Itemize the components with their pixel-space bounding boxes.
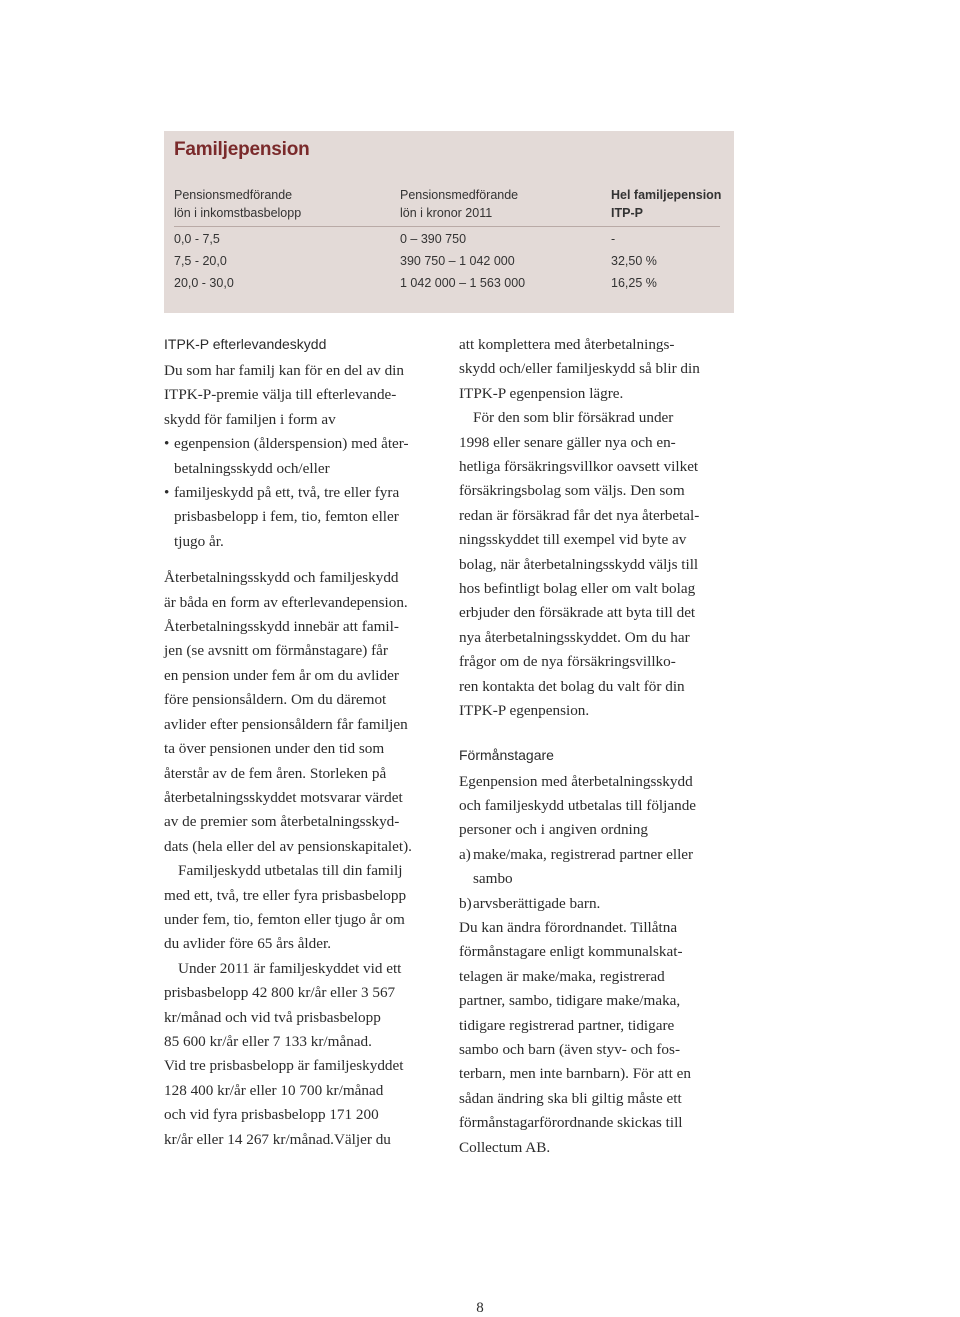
text-line: tidigare registrerad partner, tidigare [459, 1016, 675, 1034]
text-line: ITPK-P egenpension. [459, 702, 590, 720]
header-line: lön i inkomstbasbelopp [174, 206, 302, 220]
text-line: tjugo år. [174, 532, 224, 550]
text-line: ITPK-P-premie välja till efterlevande- [164, 386, 397, 404]
text-line: arvsberättigade barn. [473, 894, 601, 912]
header-line: Pensionsmedförande [400, 188, 519, 202]
list-item [459, 892, 739, 916]
bullet-item [164, 432, 440, 481]
text-line: att komplettera med återbetalnings- [459, 336, 675, 353]
table-header-salary-basamount [174, 186, 301, 222]
text-line: är båda en form av efterlevandepension. [164, 593, 408, 611]
text-line: och familjeskydd utbetalas till följande [459, 796, 697, 814]
text-line: terbarn, men inte barnbarn). För att en [459, 1065, 691, 1083]
right-column [459, 333, 739, 1160]
text-line: avlider efter pensionsåldern får familjen [164, 715, 408, 733]
text-line: erbjuder den försäkrade att byta till det [459, 604, 696, 622]
header-line: lön i kronor 2011 [400, 206, 493, 220]
paragraph-amounts-2011 [164, 957, 440, 1152]
table-row [164, 254, 734, 276]
text-line: kr/år eller 14 267 kr/månad.Väljer du [164, 1130, 391, 1148]
text-line: familjeskydd på ett, två, tre eller fyra [174, 484, 400, 502]
text-line: du avlider före 65 års ålder. [164, 935, 331, 953]
text-line: dats (hela eller del av pensionskapitalet). [164, 837, 412, 855]
table-title: Familjepension [174, 139, 310, 160]
text-line: egenpension (ålderspension) med åter- [174, 435, 409, 453]
pension-table-box [164, 131, 734, 313]
bullet-item [164, 481, 440, 554]
paragraph-continuation [459, 333, 739, 406]
text-line: telagen är make/maka, registrerad [459, 967, 665, 985]
text-line: Egenpension med återbetalningsskydd [459, 772, 693, 790]
text-line: ren kontakta det bolag du valt för din [459, 677, 685, 695]
table-row [164, 276, 734, 298]
text-line: ningsskyddet till exempel vid byte av [459, 531, 687, 549]
text-line: 1998 eller senare gäller nya och en- [459, 433, 676, 451]
text-line: Du som har familj kan för en del av din [164, 362, 404, 379]
text-line: Under 2011 är familjeskyddet vid ett [178, 959, 402, 977]
table-cell: 7,5 - 20,0 [174, 254, 227, 268]
text-line: betalningsskydd och/eller [174, 459, 330, 477]
text-line: återstår av de fem åren. Storleken på [164, 764, 387, 782]
paragraph-change-beneficiary [459, 916, 739, 1160]
text-line: personer och i angiven ordning [459, 821, 648, 839]
text-line: För den som blir försäkrad under [473, 409, 674, 427]
text-line: förmånstagarförordnande skickas till [459, 1114, 683, 1132]
text-line: återbetalningsskyddet motsvarar värdet [164, 788, 403, 806]
text-line: före pensionsåldern. Om du däremot [164, 691, 387, 709]
text-line: hetliga försäkringsvillkor oavsett vilket [459, 458, 699, 476]
text-line: 128 400 kr/år eller 10 700 kr/månad [164, 1081, 384, 1099]
text-line: prisbasbelopp i fem, tio, femton eller [174, 508, 399, 526]
header-line: Pensionsmedförande [174, 188, 293, 202]
table-cell: - [611, 232, 616, 246]
text-line: Du kan ändra förordnandet. Tillåtna [459, 918, 678, 936]
text-line: kr/månad och vid två prisbasbelopp [164, 1008, 381, 1026]
text-line: och vid fyra prisbasbelopp 171 200 [164, 1106, 379, 1124]
table-cell: 16,25 % [611, 276, 657, 290]
text-line: nya återbetalningsskyddet. Om du har [459, 628, 690, 646]
left-column [164, 333, 440, 1152]
text-line: redan är försäkrad får det nya återbetal- [459, 506, 700, 524]
text-line: förmånstagare enligt kommunalskat- [459, 943, 683, 961]
paragraph-family-protection [164, 859, 440, 957]
paragraph-beneficiaries [459, 770, 739, 843]
table-cell: 1 042 000 – 1 563 000 [400, 276, 526, 290]
text-line: jen (se avsnitt om förmånstagare) får [164, 642, 388, 660]
list-marker: a) [459, 845, 471, 863]
text-line: under fem, tio, femton eller tjugo år om [164, 910, 405, 928]
text-line: en pension under fem år om du avlider [164, 666, 399, 684]
table-cell: 0 – 390 750 [400, 232, 467, 246]
text-line: Återbetalningsskydd innebär att famil- [164, 618, 399, 636]
text-line: försäkringsbolag som väljs. Den som [459, 482, 685, 500]
text-line: Familjeskydd utbetalas till din familj [178, 862, 403, 880]
table-cell: 390 750 – 1 042 000 [400, 254, 515, 268]
text-line: ITPK-P egenpension lägre. [459, 384, 624, 402]
text-line: skydd för familjen i form av [164, 410, 336, 428]
paragraph-new-conditions [459, 406, 739, 723]
table-header-salary-kronor [400, 186, 518, 222]
table-cell: 0,0 - 7,5 [174, 232, 220, 246]
text-line: hos befintligt bolag eller om valt bolag [459, 580, 696, 598]
text-line: av de premier som återbetalningsskyd- [164, 813, 400, 831]
text-line: Collectum AB. [459, 1138, 551, 1156]
text-line: skydd och/eller familjeskydd så blir din [459, 360, 700, 378]
section-heading-beneficiaries: Förmånstagare [459, 746, 554, 763]
table-row [164, 232, 734, 254]
text-line: Återbetalningsskydd och familjeskydd [164, 569, 399, 587]
table-cell: 20,0 - 30,0 [174, 276, 234, 290]
text-line: sådan ändring ska bli giltig måste ett [459, 1089, 682, 1107]
paragraph-repayment-protection [164, 566, 440, 859]
text-line: sambo [473, 870, 513, 888]
text-line: frågor om de nya försäkringsvillko- [459, 653, 676, 671]
page-number: 8 [476, 1300, 484, 1316]
table-header-family-pension [611, 186, 721, 222]
header-line: Hel familjepension [611, 188, 722, 202]
intro-paragraph [164, 359, 440, 432]
header-line: ITP-P [611, 206, 643, 220]
text-line: bolag, när återbetalningsskydd väljs till [459, 555, 699, 573]
table-cell: 32,50 % [611, 254, 657, 268]
text-line: med ett, två, tre eller fyra prisbasbelopp [164, 886, 407, 904]
text-line: partner, sambo, tidigare make/maka, [459, 992, 681, 1010]
list-marker: b) [459, 894, 472, 912]
text-line: 85 600 kr/år eller 7 133 kr/månad. [164, 1032, 372, 1050]
table-divider [174, 226, 720, 227]
text-line: prisbasbelopp 42 800 kr/år eller 3 567 [164, 984, 396, 1002]
section-heading-itpk-p: ITPK-P efterlevandeskydd [164, 336, 327, 352]
list-item [459, 843, 739, 892]
bullet-icon: • [164, 435, 170, 453]
text-line: Vid tre prisbasbelopp är familjeskyddet [164, 1057, 404, 1075]
text-line: sambo och barn (även styv- och fos- [459, 1040, 680, 1058]
text-line: make/maka, registrerad partner eller [473, 845, 694, 863]
text-line: ta över pensionen under den tid som [164, 740, 385, 758]
bullet-icon: • [164, 484, 170, 502]
